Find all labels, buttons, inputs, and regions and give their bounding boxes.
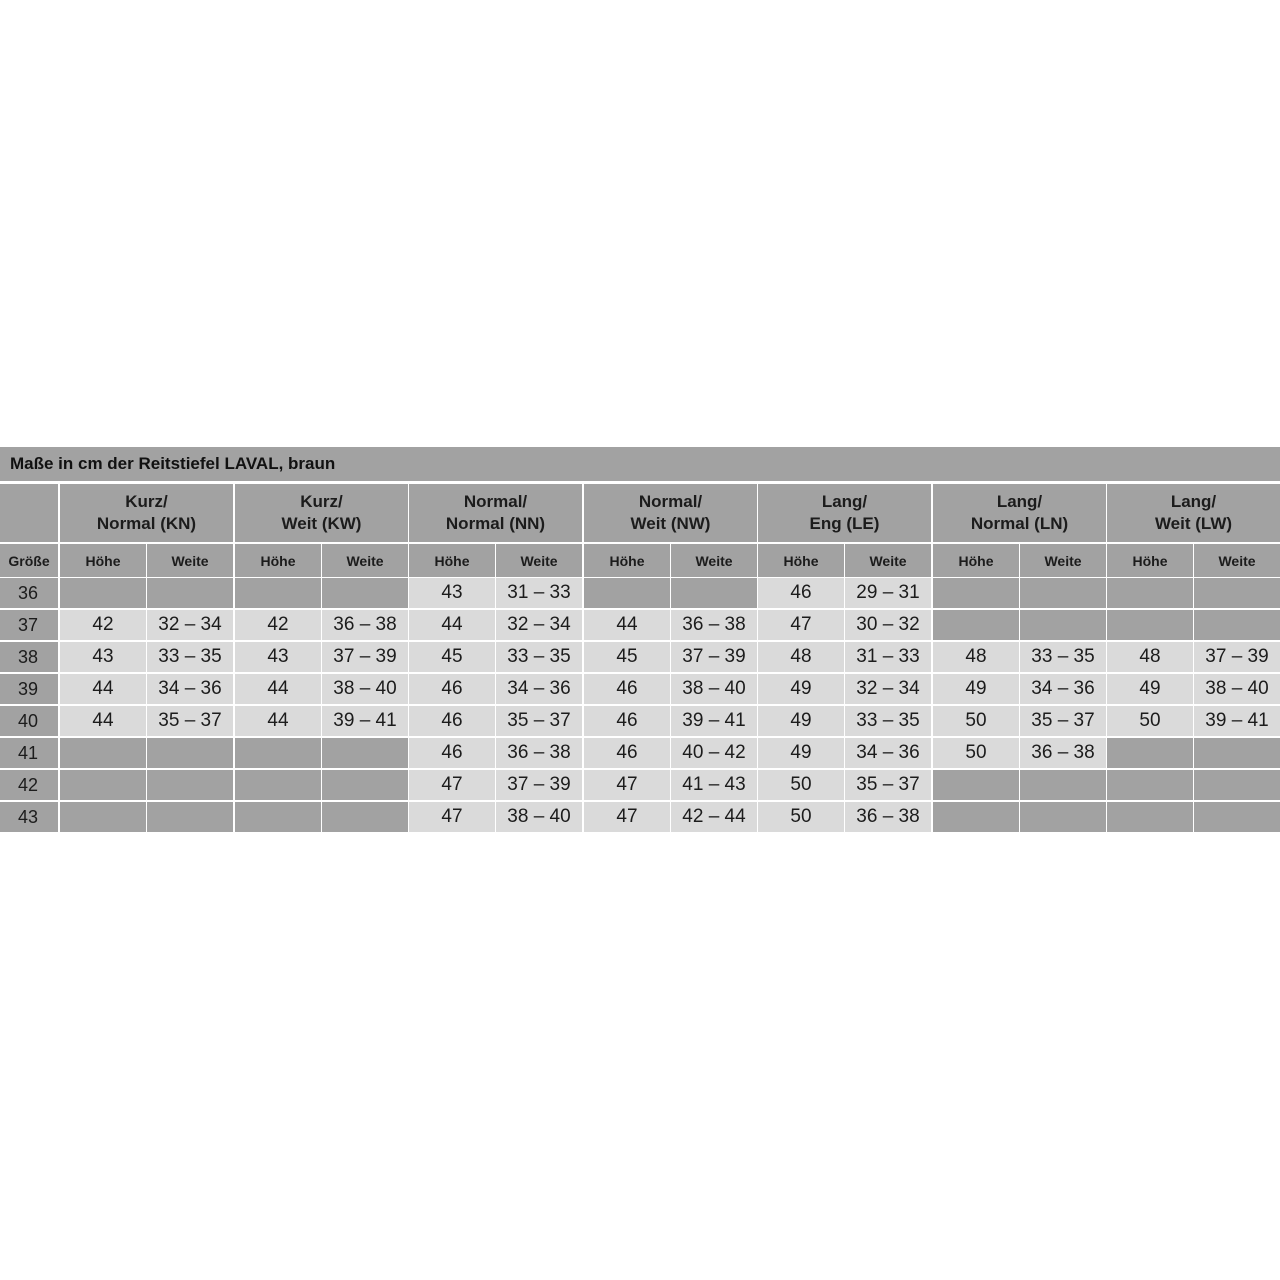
height-cell: 42 <box>60 610 146 640</box>
width-column-header: Weite <box>671 544 757 577</box>
width-cell: 33 – 35 <box>496 642 582 672</box>
height-cell <box>60 738 146 768</box>
width-cell: 33 – 35 <box>1020 642 1106 672</box>
width-cell: 35 – 37 <box>147 706 233 736</box>
size-cell: 37 <box>0 610 58 640</box>
height-cell: 44 <box>409 610 495 640</box>
size-table <box>0 447 1280 833</box>
height-cell: 49 <box>758 706 844 736</box>
width-cell: 41 – 43 <box>671 770 757 800</box>
height-cell: 50 <box>933 706 1019 736</box>
height-cell: 47 <box>409 802 495 832</box>
width-column-header: Weite <box>322 544 408 577</box>
width-column-header: Weite <box>1194 544 1280 577</box>
group-header <box>758 484 931 542</box>
width-cell: 39 – 41 <box>1194 706 1280 736</box>
height-cell: 50 <box>933 738 1019 768</box>
height-column-header: Höhe <box>409 544 495 577</box>
height-cell: 46 <box>409 738 495 768</box>
height-cell: 46 <box>584 738 670 768</box>
width-cell: 32 – 34 <box>147 610 233 640</box>
width-cell: 37 – 39 <box>496 770 582 800</box>
height-cell <box>235 578 321 608</box>
height-cell <box>1107 578 1193 608</box>
width-cell: 38 – 40 <box>671 674 757 704</box>
height-cell: 44 <box>235 706 321 736</box>
height-cell: 46 <box>409 674 495 704</box>
width-cell: 33 – 35 <box>845 706 931 736</box>
width-cell <box>1020 802 1106 832</box>
width-cell <box>322 578 408 608</box>
width-cell: 32 – 34 <box>845 674 931 704</box>
group-header-line1: Normal/ <box>463 492 528 511</box>
height-cell: 46 <box>584 706 670 736</box>
group-header-line1: Lang/ <box>1170 492 1217 511</box>
height-cell: 45 <box>584 642 670 672</box>
width-cell <box>147 738 233 768</box>
width-cell <box>147 578 233 608</box>
height-cell: 47 <box>584 770 670 800</box>
height-cell <box>60 802 146 832</box>
height-cell: 49 <box>758 674 844 704</box>
group-header-line1: Normal/ <box>638 492 703 511</box>
group-header-line2: Weit (KW) <box>281 514 362 533</box>
corner-cell <box>0 484 58 542</box>
width-column-header: Weite <box>845 544 931 577</box>
height-cell: 44 <box>235 674 321 704</box>
width-cell: 38 – 40 <box>1194 674 1280 704</box>
width-cell: 36 – 38 <box>845 802 931 832</box>
group-header-line2: Weit (LW) <box>1154 514 1233 533</box>
group-header <box>584 484 757 542</box>
width-cell: 40 – 42 <box>671 738 757 768</box>
width-cell: 34 – 36 <box>1020 674 1106 704</box>
height-cell: 48 <box>1107 642 1193 672</box>
height-cell: 44 <box>60 706 146 736</box>
group-header <box>235 484 408 542</box>
height-cell <box>1107 738 1193 768</box>
height-cell <box>60 770 146 800</box>
height-cell: 45 <box>409 642 495 672</box>
height-cell <box>1107 770 1193 800</box>
height-cell: 43 <box>60 642 146 672</box>
height-cell: 50 <box>1107 706 1193 736</box>
width-cell <box>322 770 408 800</box>
width-cell: 39 – 41 <box>322 706 408 736</box>
width-cell <box>147 770 233 800</box>
width-cell: 34 – 36 <box>845 738 931 768</box>
height-cell <box>1107 802 1193 832</box>
width-cell: 37 – 39 <box>322 642 408 672</box>
height-cell <box>933 578 1019 608</box>
size-cell: 40 <box>0 706 58 736</box>
size-cell: 39 <box>0 674 58 704</box>
size-cell: 38 <box>0 642 58 672</box>
group-header-line2: Normal (KN) <box>96 514 197 533</box>
size-column-header: Größe <box>0 544 58 577</box>
height-cell: 43 <box>409 578 495 608</box>
height-cell <box>235 770 321 800</box>
height-cell: 46 <box>584 674 670 704</box>
width-cell <box>1194 738 1280 768</box>
height-column-header: Höhe <box>1107 544 1193 577</box>
group-header <box>409 484 582 542</box>
group-header-line1: Lang/ <box>996 492 1043 511</box>
width-cell <box>1194 578 1280 608</box>
width-cell <box>322 738 408 768</box>
height-cell <box>584 578 670 608</box>
width-cell: 36 – 38 <box>322 610 408 640</box>
width-cell: 29 – 31 <box>845 578 931 608</box>
height-cell: 42 <box>235 610 321 640</box>
width-cell: 35 – 37 <box>1020 706 1106 736</box>
height-column-header: Höhe <box>758 544 844 577</box>
group-header-line1: Kurz/ <box>300 492 343 511</box>
height-column-header: Höhe <box>60 544 146 577</box>
height-column-header: Höhe <box>933 544 1019 577</box>
width-cell: 38 – 40 <box>496 802 582 832</box>
width-cell <box>1194 610 1280 640</box>
height-cell: 44 <box>60 674 146 704</box>
height-cell <box>235 738 321 768</box>
height-cell: 48 <box>758 642 844 672</box>
group-header-line1: Kurz/ <box>125 492 168 511</box>
group-header-line2: Normal (NN) <box>445 514 546 533</box>
width-cell: 37 – 39 <box>671 642 757 672</box>
width-cell: 36 – 38 <box>496 738 582 768</box>
height-cell: 46 <box>409 706 495 736</box>
width-cell: 31 – 33 <box>845 642 931 672</box>
height-cell: 47 <box>758 610 844 640</box>
height-cell: 46 <box>758 578 844 608</box>
width-cell: 39 – 41 <box>671 706 757 736</box>
height-cell: 49 <box>758 738 844 768</box>
size-cell: 43 <box>0 802 58 832</box>
width-cell <box>1194 802 1280 832</box>
width-cell: 32 – 34 <box>496 610 582 640</box>
width-cell: 36 – 38 <box>671 610 757 640</box>
width-cell: 30 – 32 <box>845 610 931 640</box>
width-cell: 38 – 40 <box>322 674 408 704</box>
width-cell <box>1194 770 1280 800</box>
group-header-line2: Normal (LN) <box>970 514 1069 533</box>
height-cell <box>235 802 321 832</box>
size-cell: 41 <box>0 738 58 768</box>
height-cell: 43 <box>235 642 321 672</box>
width-cell: 31 – 33 <box>496 578 582 608</box>
width-cell: 35 – 37 <box>845 770 931 800</box>
height-cell <box>933 770 1019 800</box>
height-cell: 44 <box>584 610 670 640</box>
width-cell: 35 – 37 <box>496 706 582 736</box>
height-column-header: Höhe <box>235 544 321 577</box>
height-cell: 49 <box>1107 674 1193 704</box>
width-cell: 37 – 39 <box>1194 642 1280 672</box>
width-cell: 36 – 38 <box>1020 738 1106 768</box>
group-header-line2: Eng (LE) <box>809 514 880 533</box>
width-cell <box>671 578 757 608</box>
group-header <box>933 484 1106 542</box>
height-cell <box>933 802 1019 832</box>
group-header-line1: Lang/ <box>821 492 868 511</box>
width-cell <box>322 802 408 832</box>
height-cell: 50 <box>758 802 844 832</box>
width-cell: 42 – 44 <box>671 802 757 832</box>
width-column-header: Weite <box>496 544 582 577</box>
height-cell: 48 <box>933 642 1019 672</box>
width-cell <box>1020 610 1106 640</box>
height-cell: 47 <box>409 770 495 800</box>
size-cell: 42 <box>0 770 58 800</box>
width-column-header: Weite <box>1020 544 1106 577</box>
height-column-header: Höhe <box>584 544 670 577</box>
size-cell: 36 <box>0 578 58 608</box>
width-cell <box>147 802 233 832</box>
width-cell <box>1020 770 1106 800</box>
height-cell: 47 <box>584 802 670 832</box>
width-cell <box>1020 578 1106 608</box>
width-column-header: Weite <box>147 544 233 577</box>
group-header <box>60 484 233 542</box>
height-cell: 49 <box>933 674 1019 704</box>
group-header <box>1107 484 1280 542</box>
width-cell: 34 – 36 <box>147 674 233 704</box>
height-cell <box>60 578 146 608</box>
width-cell: 34 – 36 <box>496 674 582 704</box>
group-header-line2: Weit (NW) <box>630 514 711 533</box>
height-cell: 50 <box>758 770 844 800</box>
width-cell: 33 – 35 <box>147 642 233 672</box>
table-title: Maße in cm der Reitstiefel LAVAL, braun <box>0 447 1280 481</box>
height-cell <box>1107 610 1193 640</box>
height-cell <box>933 610 1019 640</box>
